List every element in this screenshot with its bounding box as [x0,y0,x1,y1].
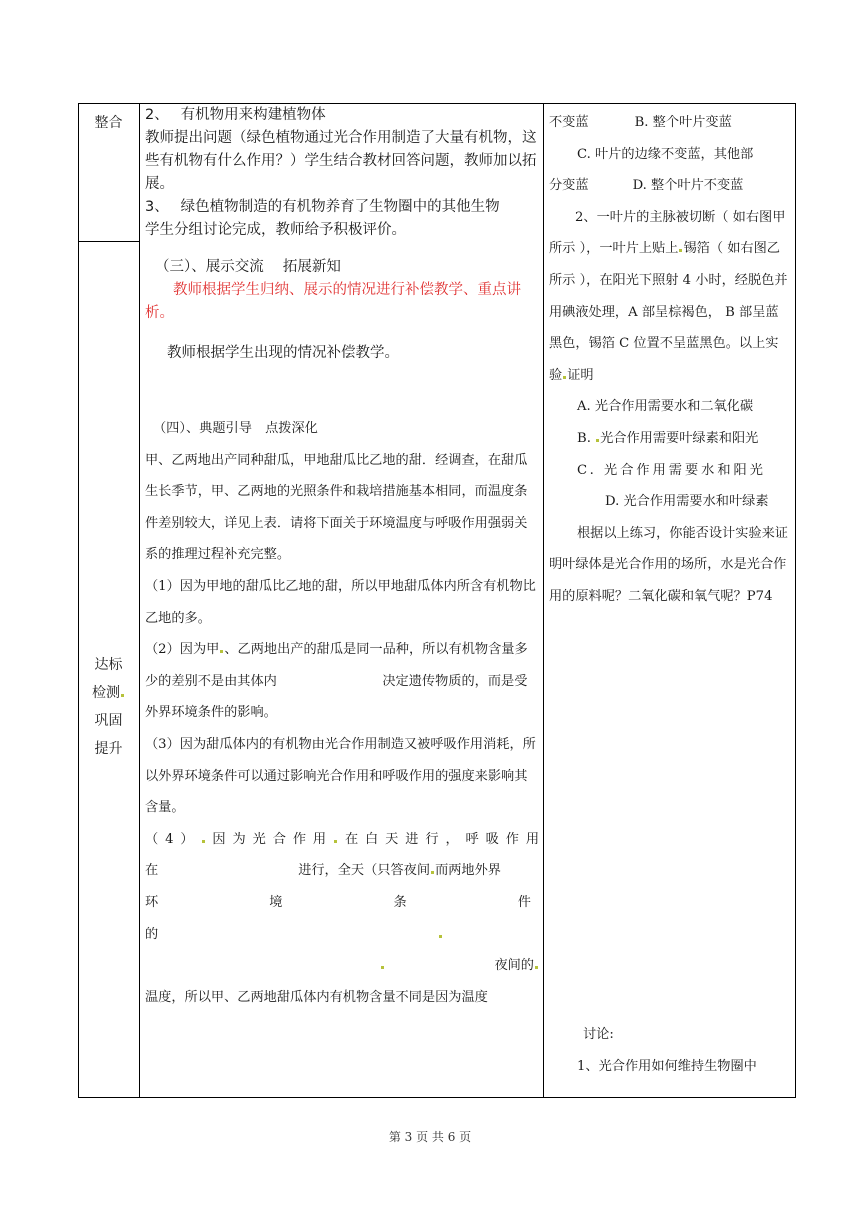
question-2: 2、一叶片的主脉被切断（ 如右图甲所示 ），一叶片上贴上 锡箔（ 如右图乙所示 ），在阳光下照射 4 小时，经脱色并用碘液处理，A 部呈棕褐色， B 部呈蓝黑色，锡箔 C 位置不呈蓝黑色。以上实验 证明 [549,209,788,383]
group-discussion: 学生分组讨论完成，教师给予积极评价。 [145,222,406,238]
teacher-red-note: 教师根据学生归纳、展示的情况进行补偿教学、重点讲析。 [145,282,521,321]
table-divider-2 [543,103,544,1098]
table-divider-1 [139,103,140,1098]
discussion-block [549,1019,790,1082]
reason-4-line6: 温度，所以甲、乙两地甜瓜体内有机物含量不同是因为温度 [145,989,488,1005]
page-footer: 第 3 页 共 6 页 [388,1130,472,1144]
question-2-option-d: D. 光合作用需要水和叶绿素 [605,494,769,510]
reason-4-line1: （4） 因为光合作用 在白天进行，呼吸作用 [145,831,540,847]
question-2-option-b: B. 光合作用需要叶绿素和阳光 [577,430,759,446]
reason-2: （2）因为甲 、乙两地出产的甜瓜是同一品种，所以有机物含量多少的差别不是由其体内 决定遗传物质的，而是受外界环境条件的影响。 [145,642,528,721]
option-line-1: 不变蓝 B. 整个叶片变蓝 [549,115,732,130]
table-divider-3 [795,103,796,1098]
item3-text: 绿色植物制造的有机物养育了生物圈中的其他生物 [180,199,500,215]
question-2-option-a: A. 光合作用需要水和二氧化碳 [577,399,754,415]
section4-title: （四）、典题引导 点拨深化 [153,421,318,436]
option-line-3: 分变蓝 D. 整个叶片不变蓝 [549,178,744,194]
reason-3: （3）因为甜瓜体内的有机物由光合作用制造又被呼吸作用消耗，所以外界环境条件可以通过影响光合作用和呼吸作用的强度来影响其含量。 [145,736,536,816]
table-border-left [78,103,79,1098]
option-c: C. 叶片的边缘不变蓝，其他部 [577,146,754,162]
compensation-text: 教师根据学生出现的情况补偿教学。 [167,345,399,361]
label-integration: 整合 [94,115,123,131]
section4-block [145,413,539,1013]
design-question: 根据以上练习，你能否设计实验来证明叶绿体是光合作用的场所，水是光合作用的原料呢？二氧化碳和氧气呢？P74 [549,525,788,604]
discussion-title: 讨论: [583,1027,614,1042]
lesson-plan-table [78,103,796,1098]
section3-title: （三）、展示交流 拓展新知 [155,259,341,275]
label-assessment: 达标 检测 巩固 提升 [92,657,123,757]
label-row-divider [78,241,139,242]
reason-4-line3: 环境条件 [145,894,539,910]
item2-title: 有机物用来构建植物体 [180,107,326,123]
melon-intro: 甲、乙两地出产同种甜瓜，甲地甜瓜比乙地的甜．经调查，在甜瓜生长季节，甲、乙两地的光照条件和栽培措施基本相同，而温度条件差别较大，详见上表．请将下面关于环境温度与呼吸作用强弱关系的推理过程补充完整。 [145,452,528,563]
item2-text: 教师提出问题（绿色植物通过光合作用制造了大量有机物，这些有机物有什么作用？）学生结合教材回答问题，教师加以拓展。 [145,130,537,192]
reason-4-line5: 夜间的 [145,950,539,982]
reason-1: （1）因为甲地的甜瓜比乙地的甜，所以甲地甜瓜体内所含有机物比乙地的多。 [145,578,536,626]
discussion-item-1: 1、光合作用如何维持生物圈中 [577,1058,757,1074]
middle-column [145,104,539,1013]
question-2-option-c: C. 光合作用需要水和阳光 [577,462,766,478]
reason-4-line2: 在 进行，全天（只答夜间 而两地外界 [145,863,501,879]
table-border-bottom [78,1097,796,1098]
reason-4-line4: 的 [145,919,539,951]
right-column [549,107,790,613]
item2-block: 2、 有机物用来构建植物体 教师提出问题（绿色植物通过光合作用制造了大量有机物，这些有机物有什么作用？）学生结合教材回答问题，教师加以拓展。 3、 绿色植物制造的有机物养育了生物圈中的其他生物 学生分组讨论完成，教师给予积极评价。 [145,104,539,242]
